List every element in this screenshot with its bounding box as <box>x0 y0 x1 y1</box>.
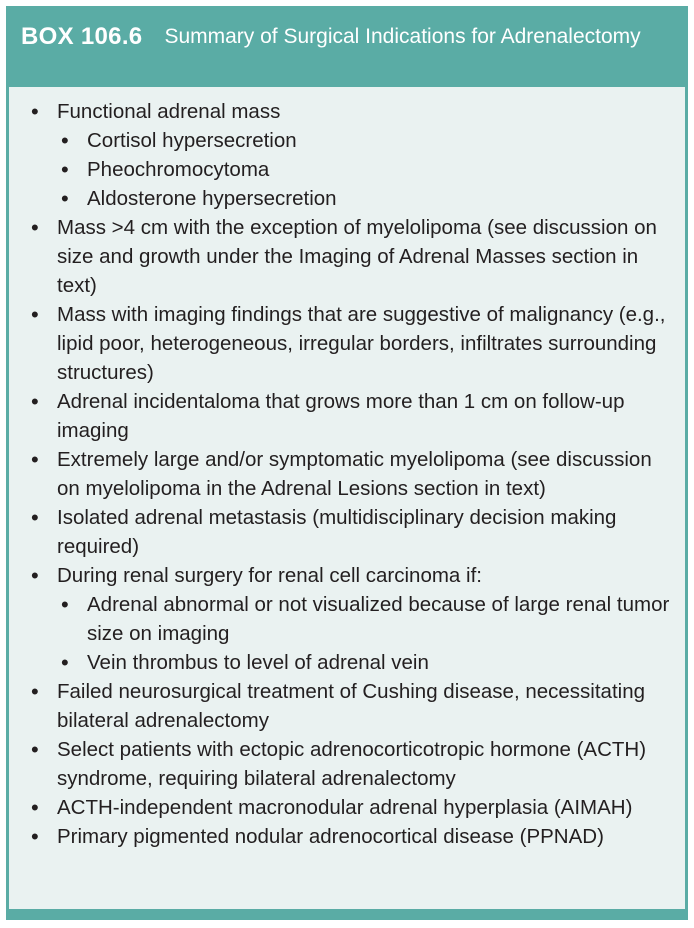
bullet-icon: • <box>31 824 39 849</box>
list-item <box>21 503 673 561</box>
list-item-text: Functional adrenal mass <box>57 100 281 123</box>
bottom-rule <box>9 909 685 917</box>
bullet-icon: • <box>61 650 69 675</box>
list-item-text: Isolated adrenal metastasis (multidisciplinary decision making required) <box>57 506 617 558</box>
list-item <box>21 793 673 822</box>
list-item <box>21 677 673 735</box>
list-item <box>21 213 673 300</box>
indication-list <box>21 97 673 851</box>
list-item <box>21 735 673 793</box>
list-item-text: Adrenal incidentaloma that grows more than 1 cm on follow-up imaging <box>57 390 625 442</box>
bullet-icon: • <box>61 128 69 153</box>
box-content <box>9 87 685 851</box>
box-header <box>9 9 685 87</box>
bullet-icon: • <box>31 389 39 414</box>
list-item-text: Extremely large and/or symptomatic myelolipoma (see discussion on myelolipoma in the Adrenal Lesions section in text) <box>57 448 652 500</box>
list-item-text: Cortisol hypersecretion <box>87 129 297 152</box>
bullet-icon: • <box>31 215 39 240</box>
bullet-icon: • <box>31 737 39 762</box>
sub-list-item <box>21 648 673 677</box>
list-item-text: Mass >4 cm with the exception of myelolipoma (see discussion on size and growth under the Imaging of Adrenal Masses section in text) <box>57 216 657 297</box>
list-item-text: During renal surgery for renal cell carcinoma if: <box>57 564 482 587</box>
sub-list-item <box>21 590 673 648</box>
bullet-icon: • <box>31 447 39 472</box>
indications-box <box>6 6 688 920</box>
sub-list-item <box>21 155 673 184</box>
bullet-icon: • <box>31 302 39 327</box>
list-item <box>21 445 673 503</box>
list-item-text: Vein thrombus to level of adrenal vein <box>87 651 429 674</box>
list-item <box>21 387 673 445</box>
list-item <box>21 561 673 590</box>
list-item-text: Failed neurosurgical treatment of Cushing disease, necessitating bilateral adrenalectomy <box>57 680 645 732</box>
bullet-icon: • <box>61 157 69 182</box>
list-item-text: ACTH-independent macronodular adrenal hyperplasia (AIMAH) <box>57 796 633 819</box>
box-number: BOX 106.6 <box>21 23 143 50</box>
bullet-icon: • <box>61 186 69 211</box>
list-item <box>21 97 673 126</box>
sub-list-item <box>21 184 673 213</box>
list-item <box>21 300 673 387</box>
list-item-text: Select patients with ectopic adrenocorticotropic hormone (ACTH) syndrome, requiring bilateral adrenalectomy <box>57 738 647 790</box>
list-item-text: Aldosterone hypersecretion <box>87 187 337 210</box>
box-title: Summary of Surgical Indications for Adrenalectomy <box>164 25 641 48</box>
list-item-text: Adrenal abnormal or not visualized because of large renal tumor size on imaging <box>87 593 670 645</box>
bullet-icon: • <box>31 99 39 124</box>
bullet-icon: • <box>31 505 39 530</box>
bullet-icon: • <box>31 679 39 704</box>
sub-list-item <box>21 126 673 155</box>
list-item-text: Pheochromocytoma <box>87 158 270 181</box>
bullet-icon: • <box>31 563 39 588</box>
bullet-icon: • <box>61 592 69 617</box>
bullet-icon: • <box>31 795 39 820</box>
list-item-text: Mass with imaging findings that are suggestive of malignancy (e.g., lipid poor, heterogeneous, irregular borders, infiltrates surrounding structures) <box>57 303 666 384</box>
list-item-text: Primary pigmented nodular adrenocortical disease (PPNAD) <box>57 825 604 848</box>
list-item <box>21 822 673 851</box>
